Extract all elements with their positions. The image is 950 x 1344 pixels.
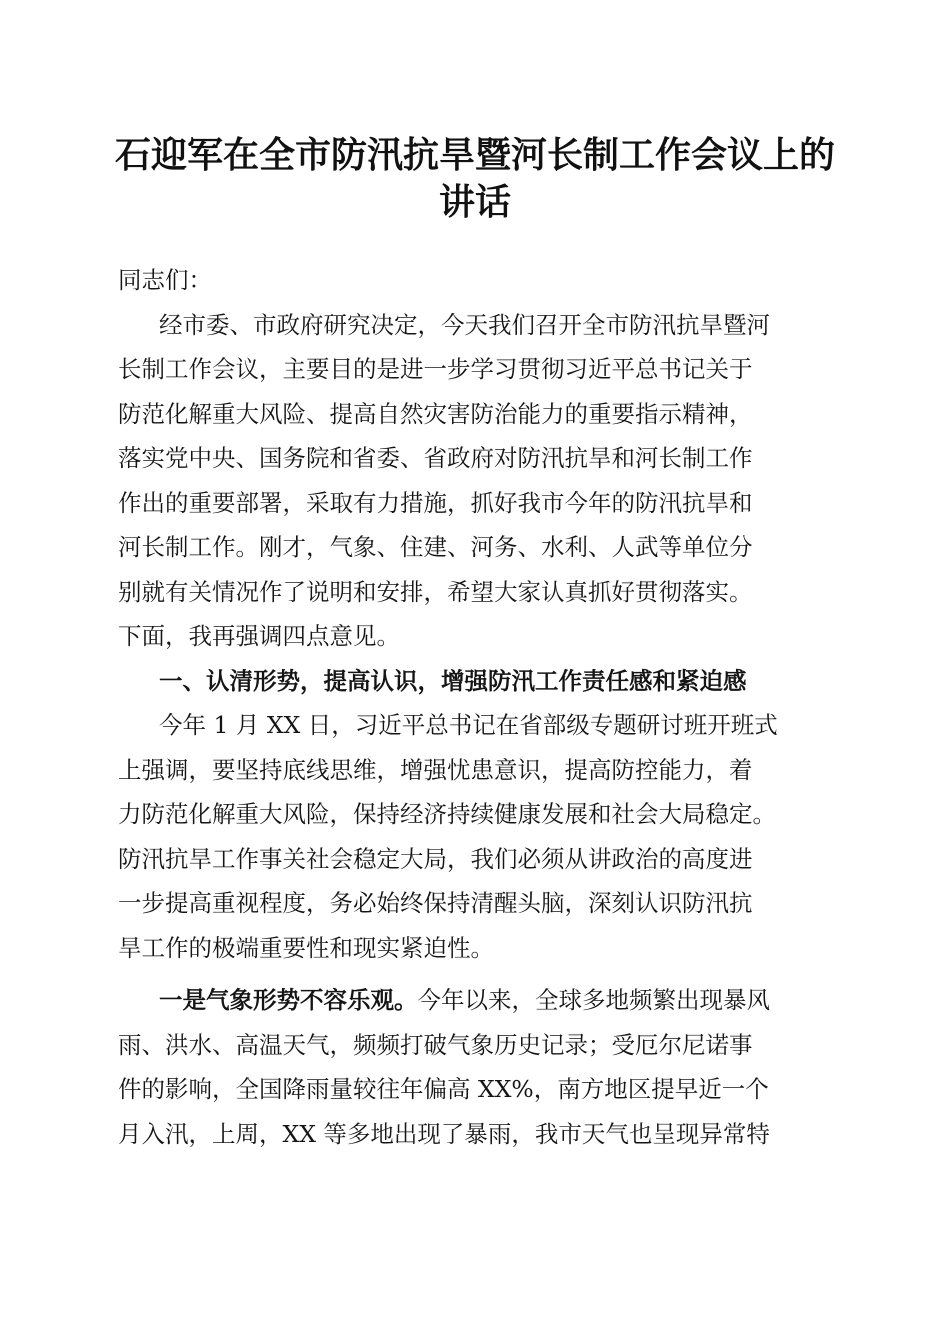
- paragraph-line: 经市委、市政府研究决定，今天我们召开全市防汛抗旱暨河: [159, 310, 770, 339]
- paragraph-line: 雨、洪水、高温天气，频频打破气象历史记录；受厄尔尼诺事: [118, 1030, 753, 1059]
- paragraph-line: 防汛抗旱工作事关社会稳定大局，我们必须从讲政治的高度进: [118, 844, 753, 873]
- paragraph-line: 力防范化解重大风险，保持经济持续健康发展和社会大局稳定。: [118, 800, 776, 828]
- paragraph-line: 防范化解重大风险、提高自然灾害防治能力的重要指示精神，: [118, 399, 753, 428]
- paragraph-line: [118, 978, 848, 1023]
- document-title: [100, 132, 850, 226]
- point-text: 今年以来，全球多地频繁出现暴风: [417, 986, 770, 1014]
- paragraph-gap: [118, 970, 848, 978]
- salutation: 同志们：: [118, 266, 212, 294]
- paragraph-line: 旱工作的极端重要性和现实紧迫性。: [118, 933, 494, 962]
- section-paragraph: [118, 703, 848, 970]
- paragraph-line: 今年 1 月 XX 日，习近平总书记在省部级专题研讨班开班式: [159, 711, 778, 739]
- paragraph-line: 上强调，要坚持底线思维，增强忧患意识，提高防控能力，着: [118, 755, 753, 784]
- point-lead: 一是气象形势不容乐观。: [159, 986, 418, 1014]
- paragraph-line: 作出的重要部署，采取有力措施，抓好我市今年的防汛抗旱和: [118, 488, 753, 517]
- section-heading: 一、认清形势，提高认识，增强防汛工作责任感和紧迫感: [159, 666, 747, 695]
- title-line-1: 石迎军在全市防汛抗旱暨河长制工作会议上的: [114, 134, 835, 176]
- document-body: [118, 258, 848, 1156]
- paragraph-line: 落实党中央、国务院和省委、省政府对防汛抗旱和河长制工作: [118, 444, 753, 472]
- paragraph-line: 一步提高重视程度，务必始终保持清醒头脑，深刻认识防汛抗: [118, 889, 753, 917]
- paragraph-line: 河长制工作。刚才，气象、住建、河务、水利、人武等单位分: [118, 533, 753, 561]
- paragraph-line: 长制工作会议，主要目的是进一步学习贯彻习近平总书记关于: [118, 355, 753, 383]
- intro-paragraph: [118, 303, 848, 659]
- paragraph-line: 别就有关情况作了说明和安排，希望大家认真抓好贯彻落实。: [118, 577, 753, 606]
- paragraph-line: 件的影响，全国降雨量较往年偏高 XX%，南方地区提早近一个: [118, 1075, 769, 1103]
- title-line-2: 讲话: [438, 181, 511, 223]
- point-paragraph: [118, 978, 848, 1156]
- paragraph-line: 月入汛，上周，XX 等多地出现了暴雨，我市天气也呈现异常特: [118, 1119, 770, 1148]
- paragraph-line: 下面，我再强调四点意见。: [118, 622, 400, 650]
